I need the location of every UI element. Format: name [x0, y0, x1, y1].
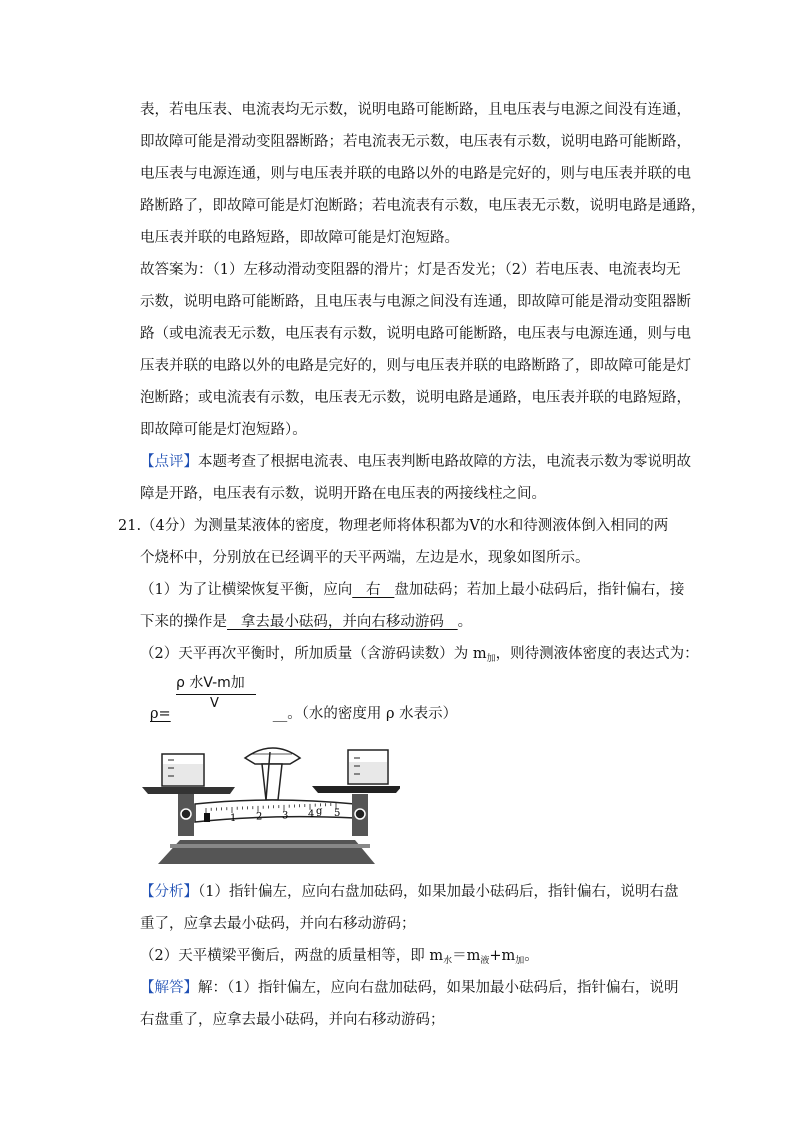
answer-blank-2: 拿去最小砝码，并向右移动游码 — [227, 614, 458, 630]
right-nut-icon — [355, 809, 365, 819]
left-beaker-icon — [162, 754, 204, 786]
scale-unit: g — [316, 806, 323, 817]
analysis-line-1: 【分析】（1）指针偏左，应向右盘加砝码，如果加最小砝码后，指针偏右，说明右盘 — [140, 884, 679, 900]
scale-label: 3 — [282, 810, 289, 822]
right-beaker-icon — [348, 750, 388, 784]
left-pan — [142, 787, 235, 794]
balance-figure — [140, 742, 400, 867]
scale-label: 5 — [334, 808, 341, 819]
review-line-2: 障是开路，电压表有示数，说明开路在电压表的两接线柱之间。 — [140, 486, 546, 502]
review-line-1: 【点评】本题考查了根据电流表、电压表判断电路故障的方法，电流表示数为零说明故 — [140, 454, 691, 470]
solution-line-2: 右盘重了，应拿去最小砝码，并向右移动游码； — [140, 1012, 445, 1028]
rho-prefix: ρ= — [150, 706, 171, 722]
question-21-line-1: 21.（4分）为测量某液体的密度，物理老师将体积都为V的水和待测液体倒入相同的两 — [118, 518, 669, 534]
rider-slider — [204, 813, 210, 822]
left-nut-icon — [181, 809, 191, 819]
question-21-line-2: 个烧杯中，分别放在已经调平的天平两端，左边是水，现象如图所示。 — [140, 550, 590, 566]
question-number: 21. — [118, 518, 142, 534]
part2-line: （2）天平再次平衡时，所加质量（含游码读数）为 $m_加$，则待测液体密度的表达式为： — [140, 646, 699, 664]
text-line: 即故障可能是滑动变阻器断路；若电流表无示数，电压表有示数，说明电路可能断路， — [140, 134, 691, 150]
analysis-tag: 【分析】 — [140, 884, 198, 900]
analysis-line-3: （2）天平横梁平衡后，两盘的质量相等，即 $m_水=m_液+m_加$。 — [140, 948, 539, 966]
formula-denominator: V — [210, 696, 219, 711]
text-line: 表，若电压表、电流表均无示数，说明电路可能断路，且电压表与电源之间没有连通， — [140, 102, 691, 118]
formula-answer-row — [140, 702, 457, 723]
text-line: 路（或电流表无示数，电压表有示数，说明电路可能断路，电压表与电源连通，则与电 — [140, 326, 691, 342]
text-line: 电压表与电源连通，则与电压表并联的电路以外的电路是完好的，则与电压表并联的电 — [140, 166, 691, 182]
solution-tag: 【解答】 — [140, 980, 198, 996]
solution-line-1: 【解答】解：（1）指针偏左，应向右盘加砝码，如果加最小砝码后，指针偏右，说明 — [140, 980, 679, 996]
scale-label: 2 — [256, 811, 263, 823]
pointer-dial — [245, 748, 300, 764]
answer-blank-1: 右 — [352, 582, 395, 598]
part1-line-1: （1）为了让横梁恢复平衡，应向 右 盘加砝码；若加上最小砝码后，指针偏右，接 — [140, 582, 685, 598]
formula-numerator: ρ 水V-m加 — [176, 675, 245, 691]
scale-label: 1 — [230, 812, 237, 824]
text-line: 路断路了，即故障可能是灯泡断路；若电流表有示数，电压表无示数，说明电路是通路， — [140, 198, 706, 214]
review-tag: 【点评】 — [140, 454, 198, 470]
text-line: 压表并联的电路以外的电路是完好的，则与电压表并联的电路断路了，即故障可能是灯 — [140, 358, 691, 374]
text-line: 故答案为：（1）左移动滑动变阻器的滑片；灯是否发光；（2）若电压表、电流表均无 — [140, 262, 681, 278]
balance-base — [158, 840, 375, 864]
right-pan — [312, 786, 400, 793]
rho-suffix: __。（水的密度用 ρ 水表示） — [272, 706, 458, 722]
scale-label: 4 — [308, 809, 315, 821]
text-line: 泡断路；或电流表有示数，电压表无示数，说明电路是通路，电压表并联的电路短路， — [140, 390, 691, 406]
fraction-bar — [176, 694, 256, 695]
part1-line-2: 下来的操作是 拿去最小砝码，并向右移动游码 。 — [140, 614, 473, 630]
text-line: 电压表并联的电路短路，即故障可能是灯泡短路。 — [140, 230, 459, 246]
analysis-line-2: 重了，应拿去最小砝码，并向右移动游码； — [140, 916, 416, 932]
balance-column — [262, 764, 282, 800]
text-line: 示数，说明电路可能断路，且电压表与电源之间没有连通，即故障可能是滑动变阻器断 — [140, 294, 691, 310]
text-line: 即故障可能是灯泡短路）。 — [140, 422, 307, 438]
